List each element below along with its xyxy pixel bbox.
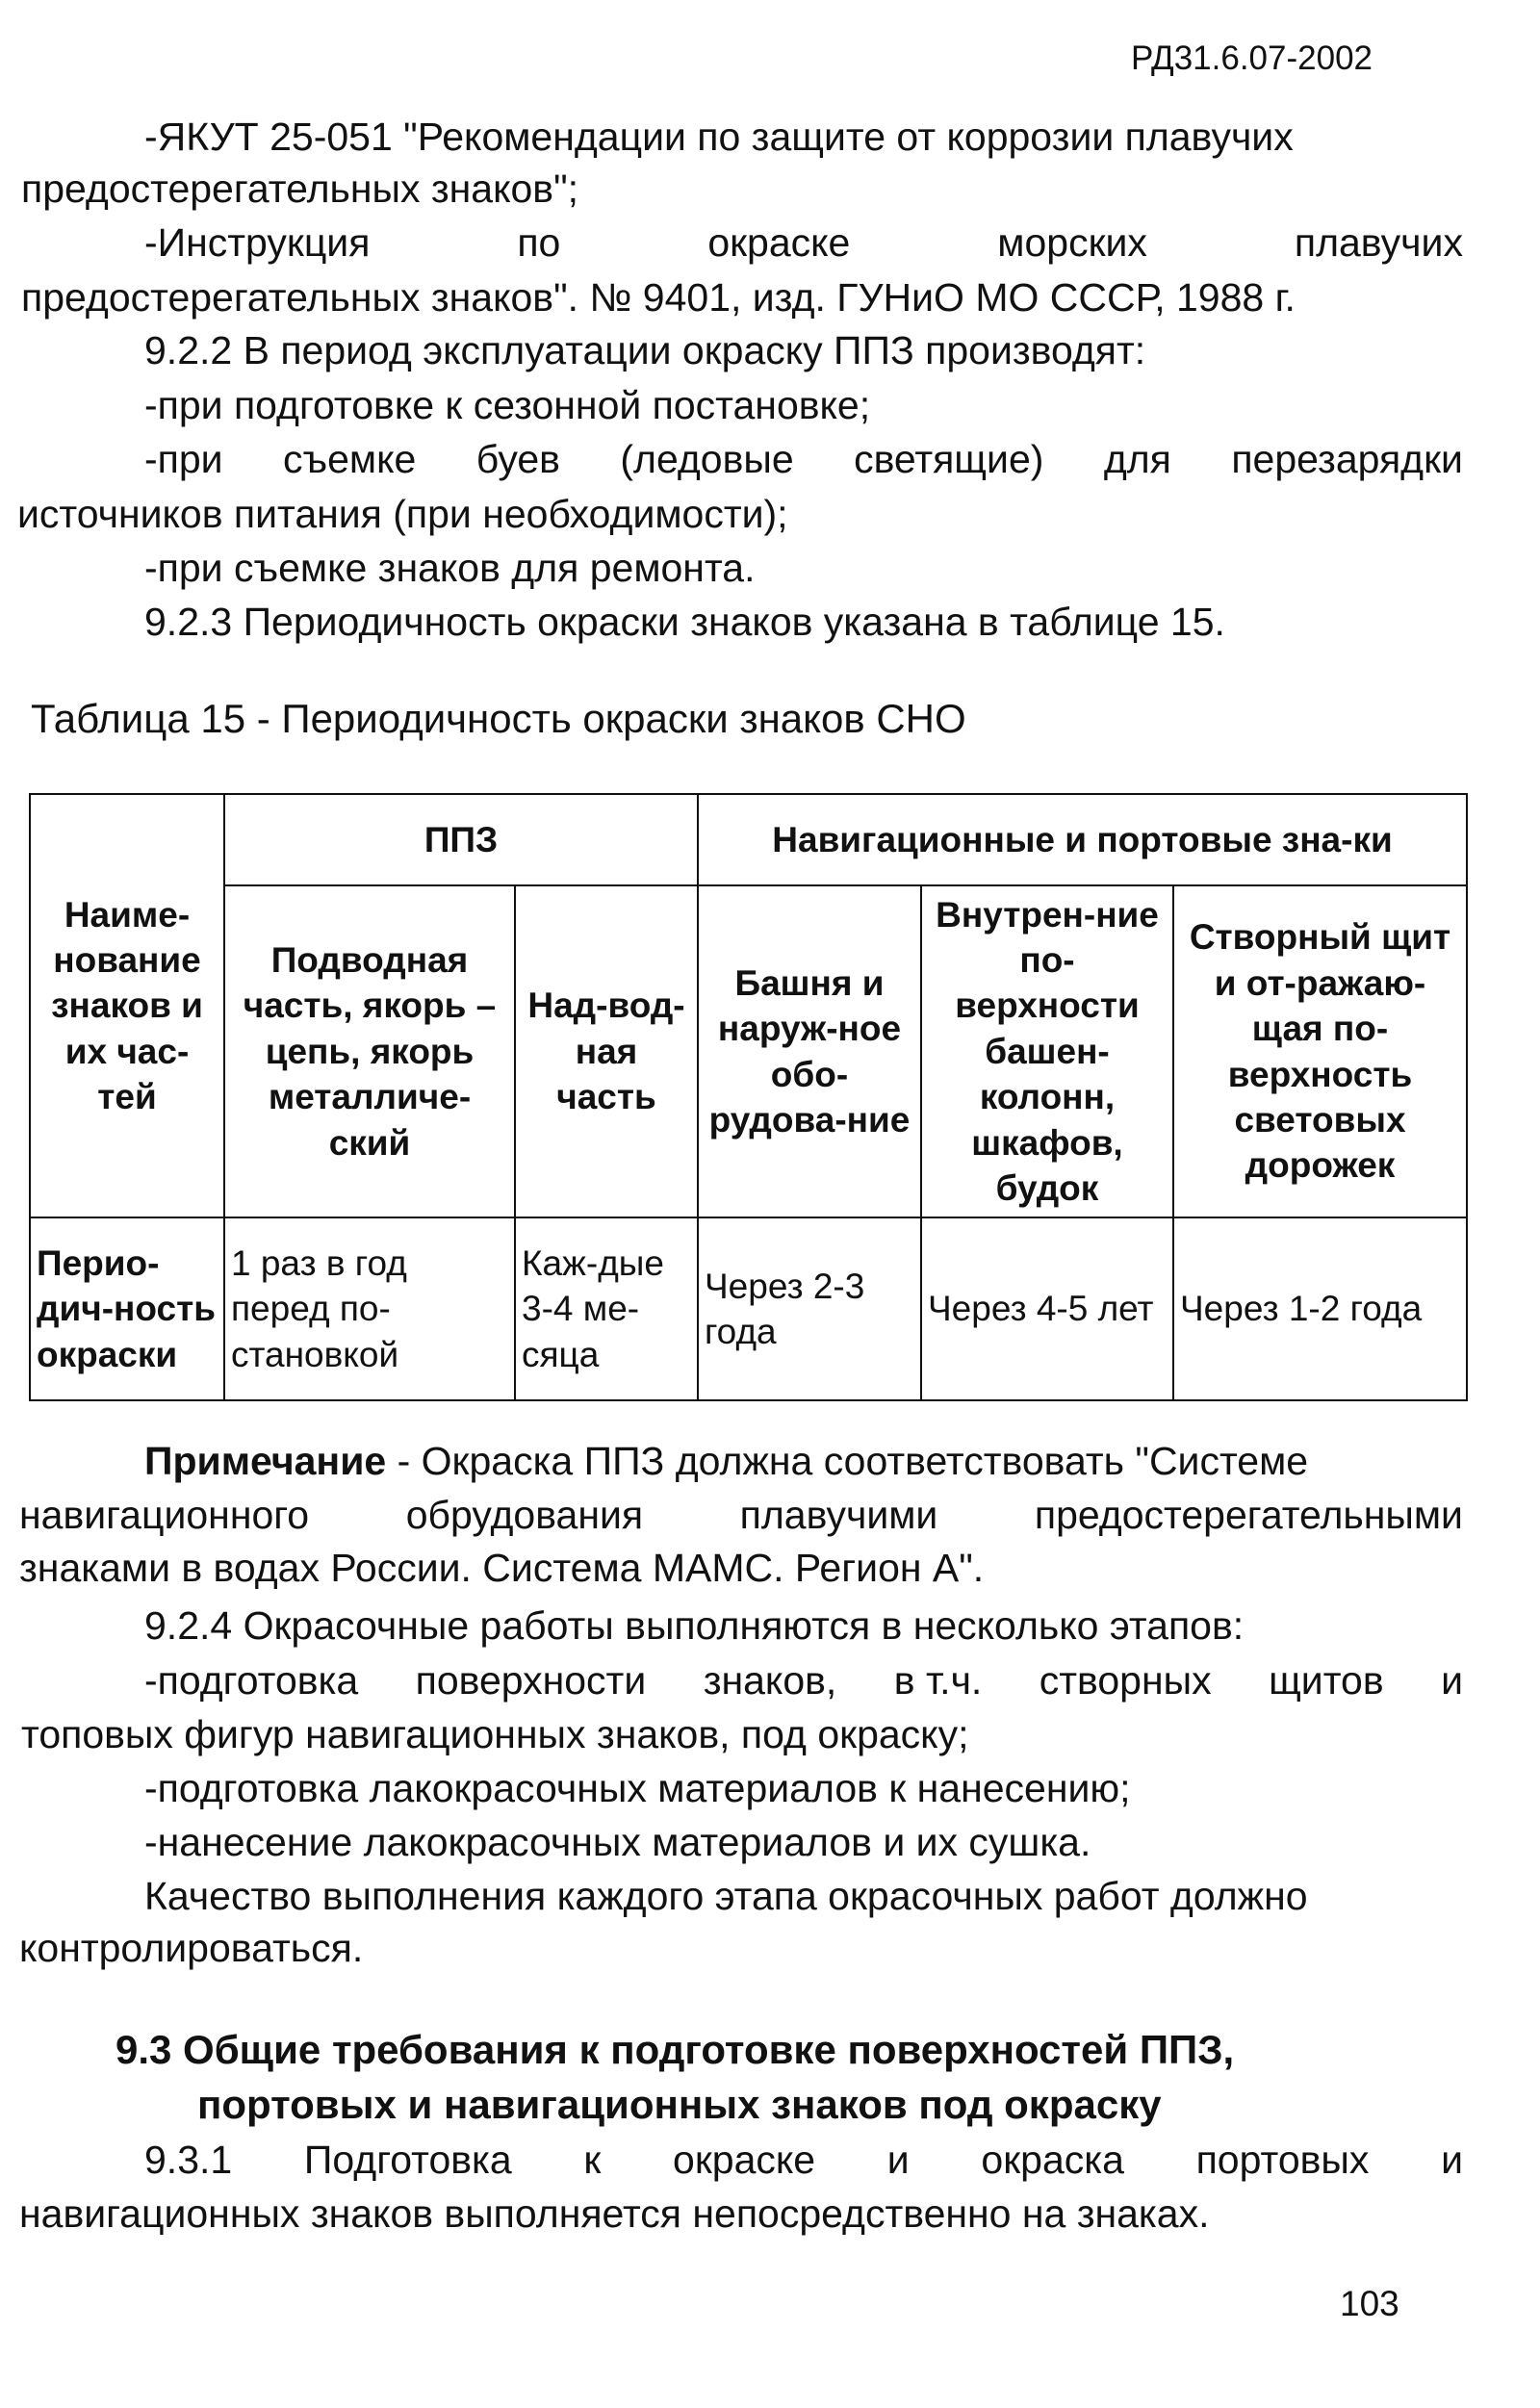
row-label-periodicity: Перио-дич-ность окраски bbox=[30, 1217, 224, 1400]
word: для bbox=[1103, 437, 1171, 481]
word: морских bbox=[997, 220, 1147, 265]
table-15 bbox=[29, 793, 1468, 1401]
intro-line-1: -ЯКУТ 25-051 "Рекомендации по защите от коррозии плавучих bbox=[144, 115, 1294, 159]
col-underwater: Подводная часть, якорь – цепь, якорь металличе-ский bbox=[224, 885, 515, 1217]
intro-line-2: предостерегательных знаков"; bbox=[21, 167, 579, 211]
table-cell: Через 1-2 года bbox=[1173, 1217, 1467, 1400]
col-abovewater: Над-вод-ная часть bbox=[515, 885, 698, 1217]
col-inner-surfaces: Внутрен-ние по-верхности башен-колонн, шкафов, будок bbox=[921, 885, 1173, 1217]
section-heading-9-3: 9.3 Общие требования к подготовке поверхностей ППЗ, bbox=[116, 2027, 1235, 2072]
document-code: РД31.6.07-2002 bbox=[1131, 39, 1373, 77]
table-cell: 1 раз в год перед по-становкой bbox=[224, 1217, 515, 1400]
s924-line-7: контролироваться. bbox=[19, 1926, 364, 1970]
intro-line-5: 9.2.2 В период эксплуатации окраску ППЗ производят: bbox=[144, 328, 1146, 372]
intro-line-8: источников питания (при необходимости); bbox=[17, 492, 788, 536]
intro-line-9: -при съемке знаков для ремонта. bbox=[144, 546, 756, 590]
word: портовых bbox=[1195, 2138, 1370, 2182]
s924-line-6: Качество выполнения каждого этапа окрасочных работ должно bbox=[144, 1874, 1308, 1918]
word: щитов bbox=[1269, 1658, 1384, 1703]
s924-line-4: -подготовка лакокрасочных материалов к нанесению; bbox=[144, 1766, 1131, 1810]
s924-line-2 bbox=[144, 1657, 1463, 1704]
note-line-1 bbox=[144, 1438, 1308, 1485]
word: знаков, bbox=[703, 1658, 837, 1703]
note-text: - Окраска ППЗ должна соответствовать "Системе bbox=[386, 1439, 1309, 1483]
word: -при bbox=[144, 437, 223, 481]
word: перезарядки bbox=[1231, 437, 1463, 481]
word: предостерегательными bbox=[1034, 1493, 1463, 1537]
word: по bbox=[517, 220, 561, 265]
word: навигационного bbox=[19, 1493, 310, 1537]
word: к bbox=[583, 2138, 602, 2182]
intro-line-3 bbox=[144, 219, 1463, 267]
row-header-cell: Наиме-нование знаков и их час-тей bbox=[30, 794, 224, 1217]
word: буев bbox=[475, 437, 560, 481]
word: и bbox=[886, 2138, 910, 2182]
s924-line-1: 9.2.4 Окрасочные работы выполняются в несколько этапов: bbox=[144, 1603, 1245, 1648]
word: окраске bbox=[673, 2138, 816, 2182]
word: -подготовка bbox=[144, 1658, 359, 1703]
word: 9.3.1 bbox=[144, 2138, 233, 2182]
group-navigation: Навигационные и портовые зна-ки bbox=[698, 794, 1467, 885]
word: створных bbox=[1039, 1658, 1212, 1703]
word: в т.ч. bbox=[893, 1658, 983, 1703]
s93-line-1 bbox=[144, 2137, 1463, 2184]
word: плавучих bbox=[1294, 220, 1463, 265]
word: съемке bbox=[282, 437, 417, 481]
intro-line-10: 9.2.3 Периодичность окраски знаков указана в таблице 15. bbox=[144, 600, 1225, 644]
word: окраска bbox=[981, 2138, 1124, 2182]
intro-line-7 bbox=[144, 436, 1463, 483]
s93-line-2: навигационных знаков выполняется непосредственно на знаках. bbox=[19, 2191, 1210, 2236]
word: окраске bbox=[707, 220, 851, 265]
word: (ледовые bbox=[620, 437, 794, 481]
note-line-3: знаками в водах России. Система МАМС. Регион А". bbox=[19, 1546, 985, 1590]
intro-line-6: -при подготовке к сезонной постановке; bbox=[144, 383, 871, 427]
col-leading-shield: Створный щит и от-ражаю-щая по-верхность световых дорожек bbox=[1173, 885, 1467, 1217]
table-cell: Через 2-3 года bbox=[698, 1217, 921, 1400]
note-line-2 bbox=[19, 1492, 1463, 1539]
word: обрудования bbox=[405, 1493, 644, 1537]
note-label: Примечание bbox=[144, 1439, 387, 1483]
intro-line-4: предостерегательных знаков". № 9401, изд. ГУНиО МО СССР, 1988 г. bbox=[21, 275, 1296, 320]
table-caption: Таблица 15 - Периодичность окраски знаков СНО bbox=[31, 696, 966, 741]
word: светящие) bbox=[854, 437, 1044, 481]
s924-line-3: топовых фигур навигационных знаков, под окраску; bbox=[21, 1712, 969, 1756]
page-number: 103 bbox=[1340, 2284, 1399, 2323]
s924-line-5: -нанесение лакокрасочных материалов и их сушка. bbox=[144, 1820, 1091, 1864]
section-heading-9-3-cont: портовых и навигационных знаков под окраску bbox=[197, 2082, 1162, 2127]
table-cell: Через 4-5 лет bbox=[921, 1217, 1173, 1400]
col-tower: Башня и наруж-ное обо-рудова-ние bbox=[698, 885, 921, 1217]
word: и bbox=[1441, 2138, 1463, 2182]
word: -Инструкция bbox=[144, 220, 371, 265]
word: плавучими bbox=[739, 1493, 938, 1537]
group-ppz: ППЗ bbox=[224, 794, 698, 885]
table-cell: Каж-дые 3-4 ме-сяца bbox=[515, 1217, 698, 1400]
word: Подготовка bbox=[303, 2138, 512, 2182]
word: и bbox=[1441, 1658, 1463, 1703]
word: поверхности bbox=[415, 1658, 647, 1703]
